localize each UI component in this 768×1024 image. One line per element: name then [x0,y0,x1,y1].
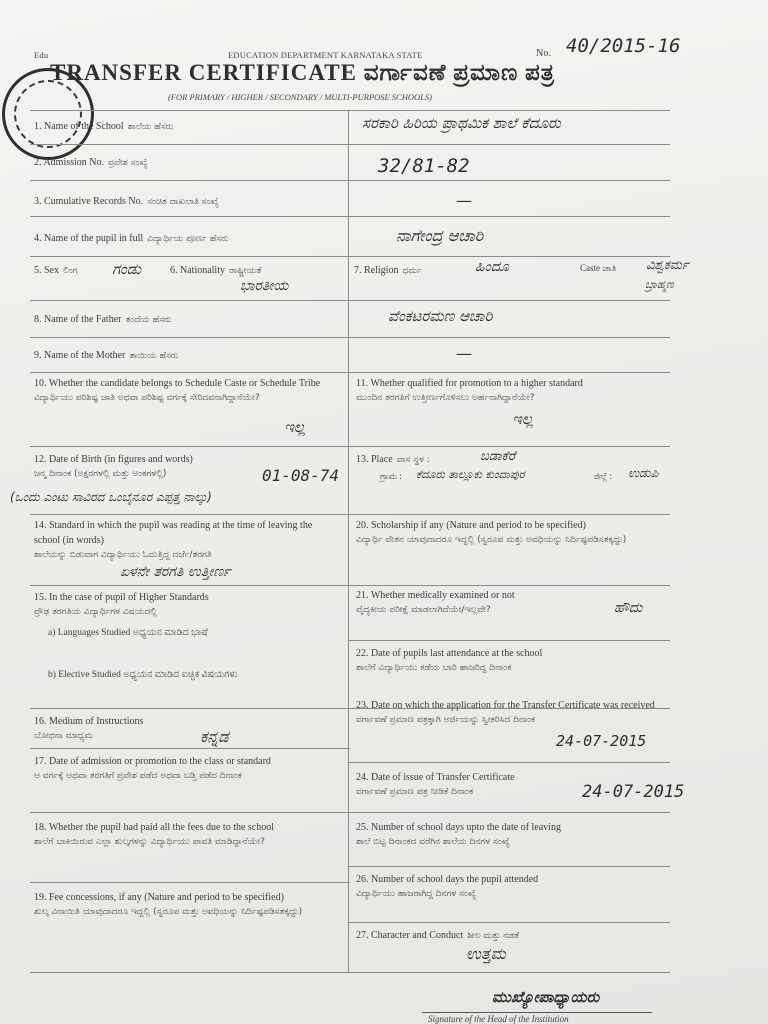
divider [30,585,670,586]
field-7-label: 7. Religion ಧರ್ಮ [354,265,422,276]
divider [348,762,670,763]
field-4-value: ನಾಗೇಂದ್ರ ಆಚಾರಿ [396,226,484,245]
divider [30,446,670,447]
department-heading: EDUCATION DEPARTMENT KARNATAKA STATE [228,50,423,60]
field-4-label: 4. Name of the pupil in full ವಿದ್ಯಾರ್ಥಿಯ ಪೂರ್ಣ ಹೆಸರು [34,233,229,244]
page-subtitle: (FOR PRIMARY / HIGHER / SECONDARY / MULTI-PURPOSE SCHOOLS) [168,92,432,102]
field-1-label: 1. Name of the School ಶಾಲೆಯ ಹೆಸರು [34,121,174,132]
caste-value: ವಿಶ್ವಕರ್ಮ [646,258,689,273]
page-title: TRANSFER CERTIFICATE ವರ್ಗಾವಣೆ ಪ್ರಮಾಣ ಪತ್ರ [50,60,555,85]
field-17-label: 17. Date of admission or promotion to the class or standard ಆ ವರ್ಗಕ್ಕೆ ಅಥವಾ ತರಗತಿಗೆ ಪ್ರವೇಶ ಪಡೆದ ಅಥವಾ ಬಡ್ತಿ ಪಡೆದ ದಿನಾಂಕ [34,756,271,781]
field-14-label: 14. Standard in which the pupil was reading at the time of leaving the school (in words) ಶಾಲೆಯನ್ನು ಬಿಡುವಾಗ ವಿದ್ಯಾರ್ಥಿಯು ಓದುತ್ತಿದ್ದ ದರ್ಜೆ/ತರಗತಿ [34,520,313,560]
certificate-number-value: 40/2015-16 [566,35,681,57]
field-12-value: 01-08-74 [262,466,340,485]
field-13-value: ಬಡಾಕೆರೆ [480,449,516,464]
divider [30,812,670,813]
field-26-label: 26. Number of school days the pupil attended ವಿದ್ಯಾರ್ಥಿಯು ಹಾಜರಾಗಿದ್ದ ದಿನಗಳ ಸಂಖ್ಯೆ [356,874,539,899]
divider [30,882,350,883]
divider [30,180,670,181]
field-27-value: ಉತ್ತಮ [466,944,506,963]
field-3-label: 3. Cumulative Records No. ಸಂಚಿತ ದಾಖಲಾತಿ ಸಂಖ್ಯೆ [34,196,219,207]
divider [30,514,670,515]
field-21-value: ಹೌದು [614,600,643,616]
head-signature: ಮುಖ್ಯೋಪಾಧ್ಯಾಯರು [492,988,600,1006]
divider [348,640,670,641]
field-10-value: ಇಲ್ಲ [284,418,306,436]
field-8-value: ವೆಂಕಟರಮಣ ಆಚಾರಿ [388,307,493,325]
field-12-label: 12. Date of Birth (in figures and words) ಜನ್ಮ ದಿನಾಂಕ (ಅಕ್ಷರಗಳಲ್ಲಿ ಮತ್ತು ಅಂಕಗಳಲ್ಲಿ) [34,454,193,479]
certificate-number-label: No. [536,48,552,59]
field-24-label: 24. Date of issue of Transfer Certificate ವರ್ಗಾವಣೆ ಪ್ರಮಾಣ ಪತ್ರ ನೀಡಿಕೆ ದಿನಾಂಕ [356,772,515,797]
field-27-label: 27. Character and Conduct ಶೀಲ ಮತ್ತು ನಡತೆ [356,930,520,941]
field-5-value: ಗಂಡು [112,260,142,278]
edu-prefix: Edu [34,50,49,60]
village-label: ಗ್ರಾಮ : [380,471,402,481]
field-24-value: 24-07-2015 [582,782,685,802]
field-21-label: 21. Whether medically examined or not ವೈದ್ಯಕೀಯ ಪರೀಕ್ಷೆ ಮಾಡಲಾಗಿದೆಯೇ/ಇಲ್ಲವೇ? [356,590,515,615]
field-23-value: 24-07-2015 [556,732,647,750]
field-14-value: ಏಳನೇ ತರಗತಿ ಉತ್ತೀರ್ಣ [120,564,231,580]
field-18-label: 18. Whether the pupil had paid all the fees due to the school ಶಾಲೆಗೆ ಬಾಕಿಯಿರುವ ಎಲ್ಲಾ ಶುಲ್ಕಗಳನ್ನು ವಿದ್ಯಾರ್ಥಿಯು ಪಾವತಿ ಮಾಡಿದ್ದಾನೆಯೇ? [34,822,275,847]
field-25-label: 25. Number of school days upto the date of leaving ಶಾಲೆ ಬಿಟ್ಟ ದಿನಾಂಕದ ವರೆಗಿನ ಶಾಲೆಯ ದಿನಗಳ ಸಂಖ್ಯೆ [356,822,561,847]
divider [348,922,670,923]
field-7-value: ಹಿಂದೂ [475,259,509,275]
divider [30,972,670,973]
field-6-value: ಭಾರತೀಯ [240,278,289,294]
field-8-label: 8. Name of the Father ತಂದೆಯ ಹೆಸರು [34,314,172,325]
signature-label: Signature of the Head of the Institution [428,1014,569,1024]
district-value: ಉಡುಪಿ [628,466,659,480]
field-15a-label: a) Languages Studied ಅಧ್ಯಯನ ಮಾಡಿದ ಭಾಷೆ [48,628,208,638]
field-2-value: 32/81-82 [378,155,470,177]
divider [30,216,670,217]
field-3-value: — [456,191,472,210]
field-9-label: 9. Name of the Mother ತಾಯಿಯ ಹೆಸರು [34,350,179,361]
field-12-words: (ಒಂದು ಎಂಟು ಸಾವಿರದ ಒಂಬೈನೂರ ಎಪ್ಪತ್ತ ನಾಲ್ಕು) [10,490,212,504]
field-10-label: 10. Whether the candidate belongs to Schedule Caste or Schedule Tribe ವಿದ್ಯಾರ್ಥಿಯು ಪರಿಶಿಷ್ಟ ಜಾತಿ ಅಥವಾ ಪರಿಶಿಷ್ಟ ವರ್ಗಕ್ಕೆ ಸೇರಿದವನಾಗಿದ್ದಾನೆಯೇ? [34,378,321,403]
field-15b-label: b) Elective Studied ಅಧ್ಯಯನ ಮಾಡಿದ ಐಚ್ಛಿಕ ವಿಷಯಗಳು [48,670,238,680]
signature-line [422,1012,652,1013]
field-16-label: 16. Medium of Instructions ಬೋಧನಾ ಮಾಧ್ಯಮ [34,716,144,741]
field-16-value: ಕನ್ನಡ [200,727,229,746]
divider [30,144,670,145]
caste-value-sub: ಬ್ರಾಹ್ಮಣ [645,278,674,291]
field-1-value: ಸರಕಾರಿ ಹಿರಿಯ ಪ್ರಾಥಮಿಕ ಶಾಲೆ ಕೆದೂರು [362,114,561,132]
divider [30,300,670,301]
field-2-label: 2. Admission No. ಪ್ರವೇಶ ಸಂಖ್ಯೆ [34,157,148,168]
field-22-label: 22. Date of pupils last attendance at the school ಶಾಲೆಗೆ ವಿದ್ಯಾರ್ಥಿಯು ಕಡೆಯ ಬಾರಿ ಹಾಜರಿದ್ದ ದಿನಾಂಕ [356,648,543,673]
field-23-label: 23. Date on which the application for the Transfer Certificate was received ವರ್ಗಾವಣೆ ಪ್ರಮಾಣ ಪತ್ರಕ್ಕಾಗಿ ಅರ್ಜಿಯನ್ನು ಸ್ವೀಕರಿಸಿದ ದಿನಾಂಕ [356,700,655,725]
district-label: ಜಿಲ್ಲೆ : [594,471,613,481]
divider [30,337,670,338]
field-6-label: 6. Nationality ರಾಷ್ಟ್ರೀಯತೆ [170,265,262,276]
field-20-label: 20. Scholarship if any (Nature and period to be specified) ವಿದ್ಯಾರ್ಥಿ ವೇತನ ಯಾವುದಾದರೂ ಇದ್ದಲ್ಲಿ (ಸ್ವರೂಪ ಮತ್ತು ಅವಧಿಯನ್ನು ನಿರ್ದಿಷ್ಟಪಡಿಸತಕ್ಕದ್ದು) [356,520,627,545]
divider [30,372,670,373]
divider [30,256,670,257]
field-15-label: 15. In the case of pupil of Higher Standards ಪ್ರೌಢ ತರಗತಿಯ ವಿದ್ಯಾರ್ಥಿಗಳ ವಿಷಯದಲ್ಲಿ [34,592,209,617]
divider [30,748,350,749]
column-divider [348,110,349,972]
divider [30,110,670,111]
field-11-value: ಇಲ್ಲ [512,410,534,428]
field-5-label: 5. Sex ಲಿಂಗ [34,265,78,276]
field-9-value: — [456,344,472,363]
field-19-label: 19. Fee concessions, if any (Nature and period to be specified) ಶುಲ್ಕ ವಿನಾಯಿತಿ ಯಾವುದಾದರೂ ಇದ್ದಲ್ಲಿ (ಸ್ವರೂಪ ಮತ್ತು ಅವಧಿಯನ್ನು ನಿರ್ದಿಷ್ಟಪಡಿಸತಕ್ಕದ್ದು) [34,892,303,917]
divider [348,866,670,867]
field-13-label: 13. Place ವಾಸ ಸ್ಥಳ : [356,454,430,465]
field-11-label: 11. Whether qualified for promotion to a higher standard ಮುಂದಿನ ತರಗತಿಗೆ ಉತ್ತೀರ್ಣಗೊಳಿಸಲು ಅರ್ಹನಾಗಿದ್ದಾನೆಯೇ? [356,378,583,403]
village-value: ಕೆದೂರು ತಾಲ್ಲೂಕು ಕುಂದಾಪುರ [416,468,525,481]
caste-label: Caste ಜಾತಿ [580,263,617,273]
